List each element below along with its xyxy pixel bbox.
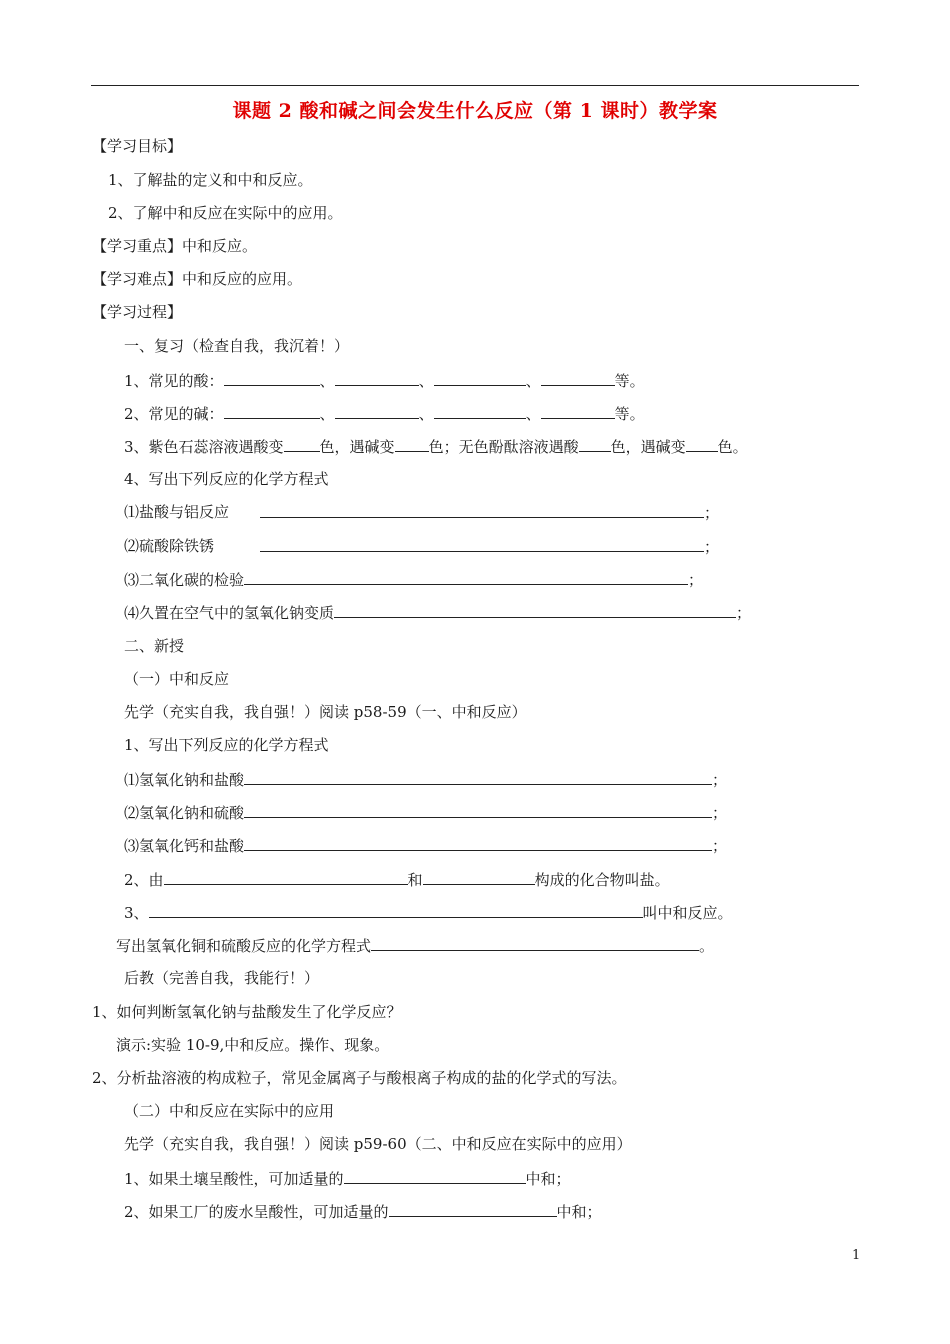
focus-line: 【学习重点】中和反应。: [92, 237, 258, 255]
definition-text: 构成的化合物叫盐。: [534, 871, 670, 889]
separator: 、: [319, 372, 335, 390]
equation-label: 写出氢氧化铜和硫酸反应的化学方程式: [116, 937, 372, 955]
subsection-heading: （一）中和反应: [124, 670, 230, 688]
equation-answer-line: [260, 502, 719, 523]
blank-field[interactable]: [244, 769, 712, 785]
equation-label: ⑶二氧化碳的检验: [124, 571, 245, 589]
semicolon: ；: [704, 538, 720, 556]
difficulty-line: 【学习难点】中和反应的应用。: [92, 270, 303, 288]
equation-line: [124, 769, 727, 790]
separator: 、: [418, 405, 434, 423]
equation-answer-line: [260, 536, 719, 557]
blank-field[interactable]: [260, 502, 704, 518]
separator: 、: [525, 372, 541, 390]
blank-field[interactable]: [260, 536, 704, 552]
application-text: 1、如果土壤呈酸性，可加适量的: [124, 1170, 344, 1188]
equation-label: ⑷久置在空气中的氢氧化钠变质: [124, 604, 335, 622]
equation-label: ⑴氢氧化钠和盐酸: [124, 771, 245, 789]
blank-field[interactable]: [335, 370, 419, 386]
blank-field[interactable]: [344, 1168, 526, 1184]
salt-definition-line: [124, 869, 670, 890]
semicolon: ；: [712, 804, 728, 822]
neutralization-definition-line: [124, 902, 733, 923]
blank-field[interactable]: [686, 436, 718, 452]
subsection-heading: （二）中和反应在实际中的应用: [124, 1102, 335, 1120]
blank-field[interactable]: [389, 1201, 557, 1217]
equation-label: ⑵氢氧化钠和硫酸: [124, 804, 245, 822]
separator: 、: [525, 405, 541, 423]
question-line: 1、如何判断氢氧化钠与盐酸发生了化学反应？: [92, 1003, 402, 1021]
blank-field[interactable]: [434, 370, 526, 386]
semicolon: ；: [688, 571, 704, 589]
equation-line: [124, 802, 727, 823]
blank-field[interactable]: [541, 403, 615, 419]
definition-text: 3、: [124, 904, 149, 922]
question-line: 2、分析盐溶液的构成粒子，常见金属离子与酸根离子构成的盐的化学式的写法。: [92, 1069, 627, 1087]
definition-text: 叫中和反应。: [642, 904, 733, 922]
blank-field[interactable]: [334, 602, 736, 618]
definition-text: 2、由: [124, 871, 164, 889]
demo-line: 演示:实验 10-9,中和反应。操作、现象。: [116, 1036, 390, 1054]
separator: 、: [319, 405, 335, 423]
blank-field[interactable]: [395, 436, 429, 452]
prelearn-line: 先学（充实自我，我自强！）阅读 p58-59（一、中和反应）: [124, 703, 527, 721]
equation-line: [124, 502, 229, 522]
indicator-text: 色，遇碱变: [610, 438, 686, 456]
semicolon: ；: [712, 837, 728, 855]
application-text: 2、如果工厂的废水呈酸性，可加适量的: [124, 1203, 389, 1221]
common-bases-line: [124, 403, 645, 424]
application-text: 中和；: [556, 1203, 602, 1221]
blank-field[interactable]: [371, 935, 699, 951]
equation-label: ⑴盐酸与铝反应: [124, 503, 230, 521]
review-heading: 一、复习（检查自我，我沉着！）: [124, 337, 350, 355]
indicator-line: [124, 436, 748, 457]
blank-field[interactable]: [541, 370, 615, 386]
equation-line: [124, 536, 214, 556]
equation-line: [124, 835, 727, 856]
goals-header: 【学习目标】: [92, 137, 183, 155]
equation-label: ⑵硫酸除铁锈: [124, 537, 215, 555]
equations-prompt: 1、写出下列反应的化学方程式: [124, 736, 329, 754]
indicator-text: 3、紫色石蕊溶液遇酸变: [124, 438, 284, 456]
application-text: 中和；: [525, 1170, 571, 1188]
postteach-heading: 后教（完善自我，我能行！）: [124, 969, 320, 987]
semicolon: ；: [736, 604, 752, 622]
blank-field[interactable]: [224, 403, 320, 419]
indicator-text: 色。: [717, 438, 748, 456]
equation-line: [124, 569, 703, 590]
definition-text: 和: [407, 871, 423, 889]
goal-2: 2、了解中和反应在实际中的应用。: [108, 204, 343, 222]
equation-label: ⑶氢氧化钙和盐酸: [124, 837, 245, 855]
blank-field[interactable]: [335, 403, 419, 419]
copper-equation-line: [116, 935, 714, 956]
new-heading: 二、新授: [124, 637, 185, 655]
common-acids-label: 1、常见的酸：: [124, 372, 224, 390]
indicator-text: 色；无色酚酞溶液遇酸: [428, 438, 579, 456]
semicolon: ；: [712, 771, 728, 789]
blank-field[interactable]: [284, 436, 320, 452]
equation-line: [124, 602, 751, 623]
common-acids-line: [124, 370, 645, 391]
period: 。: [699, 937, 715, 955]
page-title: 课题 2 酸和碱之间会发生什么反应（第 1 课时）教学案: [232, 100, 718, 122]
indicator-text: 色，遇碱变: [319, 438, 395, 456]
blank-field[interactable]: [244, 835, 712, 851]
equations-prompt: 4、写出下列反应的化学方程式: [124, 470, 329, 488]
semicolon: ；: [704, 504, 720, 522]
common-bases-label: 2、常见的碱：: [124, 405, 224, 423]
application-line: [124, 1201, 602, 1222]
blank-field[interactable]: [423, 869, 535, 885]
goal-1: 1、了解盐的定义和中和反应。: [108, 171, 313, 189]
process-header: 【学习过程】: [92, 303, 183, 321]
blank-field[interactable]: [244, 802, 712, 818]
application-line: [124, 1168, 571, 1189]
prelearn-line: 先学（充实自我，我自强！）阅读 p59-60（二、中和反应在实际中的应用）: [124, 1135, 632, 1153]
blank-field[interactable]: [579, 436, 611, 452]
blank-field[interactable]: [224, 370, 320, 386]
blank-field[interactable]: [244, 569, 688, 585]
blank-field[interactable]: [434, 403, 526, 419]
blank-field[interactable]: [164, 869, 408, 885]
blank-field[interactable]: [149, 902, 643, 918]
etc-text: 等。: [614, 372, 645, 390]
separator: 、: [418, 372, 434, 390]
header-rule: [91, 85, 859, 86]
page-number: 1: [852, 1248, 861, 1263]
etc-text: 等。: [614, 405, 645, 423]
